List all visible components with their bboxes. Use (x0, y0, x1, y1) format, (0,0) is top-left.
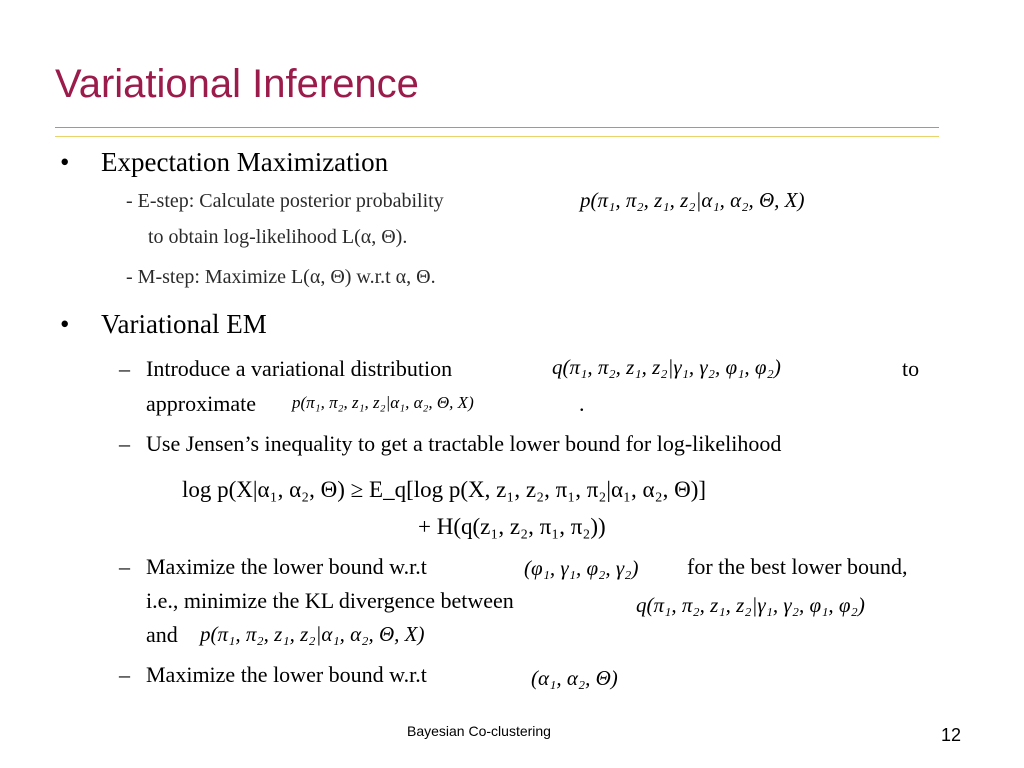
kl-p-math: p(π₁, π₂, z₁, z₂|α₁, α₂, Θ, X) (200, 622, 425, 646)
sub-bullet-dash: – (119, 356, 130, 381)
title-divider (55, 127, 939, 128)
sub-bullet-dash: – (119, 431, 130, 456)
slide-title: Variational Inference (55, 62, 419, 106)
kl-q-math: q(π₁, π₂, z₁, z₂|γ₁, γ₂, φ₁, φ₂) (636, 593, 865, 617)
page-number: 12 (941, 725, 962, 745)
estep-label: - E-step: Calculate posterior probability (126, 190, 444, 212)
model-params-math: (α₁, α₂, Θ) (531, 666, 618, 690)
lower-bound-equation-line1: log p(X|α₁, α₂, Θ) ≥ E_q[log p(X, z₁, z₂, π₁, π₂|α₁, α₂, Θ)] (182, 477, 707, 502)
posterior-math: p(π₁, π₂, z₁, z₂|α₁, α₂, Θ, X) (292, 393, 474, 412)
title-divider-light (55, 136, 939, 137)
variational-distribution-math: q(π₁, π₂, z₁, z₂|γ₁, γ₂, φ₁, φ₂) (552, 355, 781, 379)
variational-params-math: (φ₁, γ₁, φ₂, γ₂) (524, 556, 639, 580)
estep-posterior-math: p(π₁, π₂, z₁, z₂|α₁, α₂, Θ, X) (580, 188, 805, 212)
best-lower-bound-text: for the best lower bound, (687, 554, 908, 579)
and-word: and (146, 622, 178, 647)
estep-continuation: to obtain log-likelihood L(α, Θ). (148, 226, 408, 248)
sub-bullet-introduce: Introduce a variational distribution (146, 356, 453, 381)
footer-title: Bayesian Co-clustering (407, 723, 551, 739)
sub-bullet-maximize-variational: Maximize the lower bound w.r.t (146, 554, 427, 579)
mstep-label: - M-step: Maximize L(α, Θ) w.r.t α, Θ. (126, 266, 436, 288)
approximate-word: approximate (146, 391, 256, 416)
bullet-expectation-maximization: Expectation Maximization (101, 147, 389, 177)
sub-bullet-maximize-model: Maximize the lower bound w.r.t (146, 662, 427, 687)
period: . (579, 391, 585, 416)
to-word: to (902, 356, 920, 381)
sub-bullet-dash: – (119, 662, 130, 687)
lower-bound-equation-line2: + H(q(z₁, z₂, π₁, π₂)) (418, 514, 606, 539)
bullet-variational-em: Variational EM (101, 309, 267, 339)
kl-divergence-text: i.e., minimize the KL divergence between (146, 588, 514, 613)
bullet-symbol: • (60, 147, 70, 177)
bullet-symbol: • (60, 309, 70, 339)
sub-bullet-dash: – (119, 554, 130, 579)
sub-bullet-jensen: Use Jensen’s inequality to get a tractable lower bound for log-likelihood (146, 431, 782, 456)
